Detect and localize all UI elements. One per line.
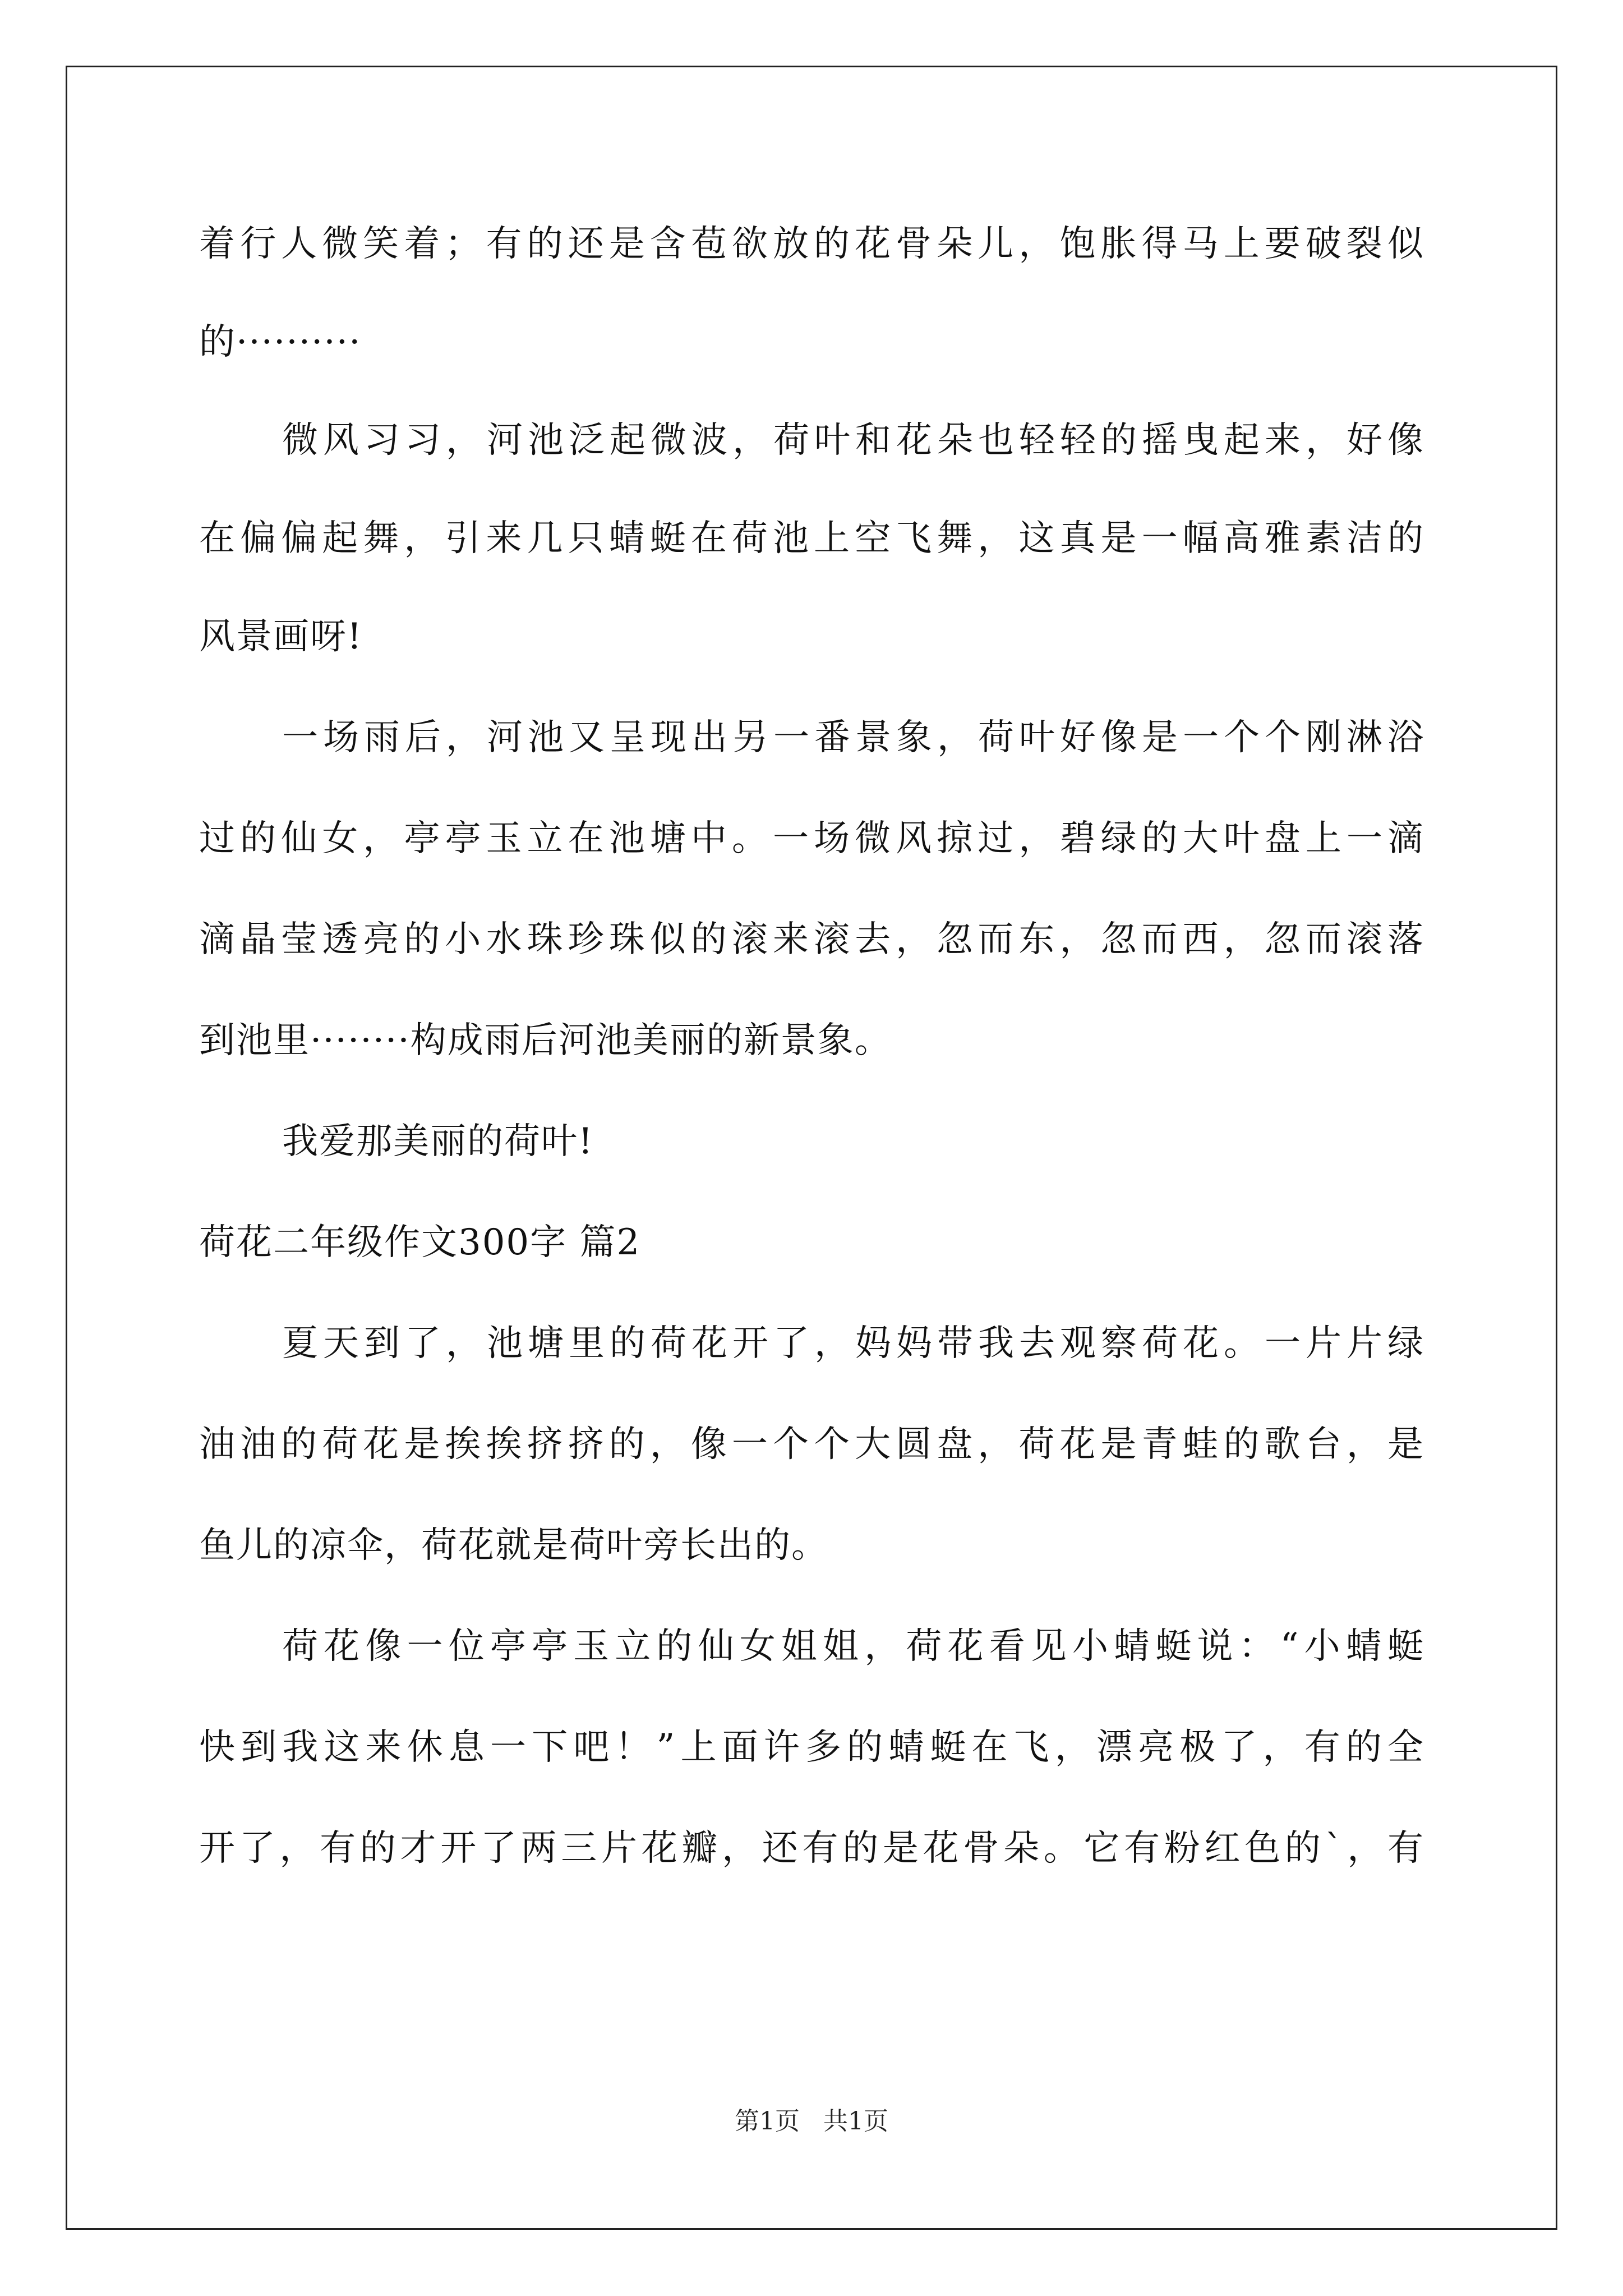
text-line: 风景画呀! xyxy=(199,616,363,657)
paragraph-start: 微风习习，河池泛起微波，荷叶和花朵也轻轻的摇曳起来，好像 xyxy=(282,420,1424,461)
text-line: 在偏偏起舞，引来几只蜻蜓在荷池上空飞舞，这真是一幅高雅素洁的 xyxy=(199,518,1424,559)
text-line: 的·········· xyxy=(199,321,362,363)
text-line: 到池里········构成雨后河池美丽的新景象。 xyxy=(199,1020,892,1061)
page-footer: 第1页 共1页 xyxy=(735,2107,888,2136)
paragraph-start: 一场雨后，河池又呈现出另一番景象，荷叶好像是一个个刚淋浴 xyxy=(282,717,1424,758)
paragraph-start: 夏天到了，池塘里的荷花开了，妈妈带我去观察荷花。一片片绿 xyxy=(282,1323,1424,1364)
paragraph-start: 我爱那美丽的荷叶! xyxy=(282,1121,594,1162)
paragraph-start: 荷花像一位亭亭玉立的仙女姐姐，荷花看见小蜻蜓说：“小蜻蜓 xyxy=(282,1626,1424,1667)
section-heading: 荷花二年级作文300字 篇2 xyxy=(199,1222,641,1263)
text-line: 滴晶莹透亮的小水珠珍珠似的滚来滚去，忽而东，忽而西，忽而滚落 xyxy=(199,919,1424,960)
text-line: 快到我这来休息一下吧！”上面许多的蜻蜓在飞，漂亮极了，有的全 xyxy=(199,1727,1424,1768)
text-line: 开了，有的才开了两三片花瓣，还有的是花骨朵。它有粉红色的`，有 xyxy=(199,1828,1424,1869)
text-line: 油油的荷花是挨挨挤挤的，像一个个大圆盘，荷花是青蛙的歌台，是 xyxy=(199,1424,1424,1465)
text-line: 鱼儿的凉伞，荷花就是荷叶旁长出的。 xyxy=(199,1525,828,1566)
text-line: 过的仙女，亭亭玉立在池塘中。一场微风掠过，碧绿的大叶盘上一滴 xyxy=(199,818,1424,859)
text-line: 着行人微笑着；有的还是含苞欲放的花骨朵儿，饱胀得马上要破裂似 xyxy=(199,223,1424,265)
